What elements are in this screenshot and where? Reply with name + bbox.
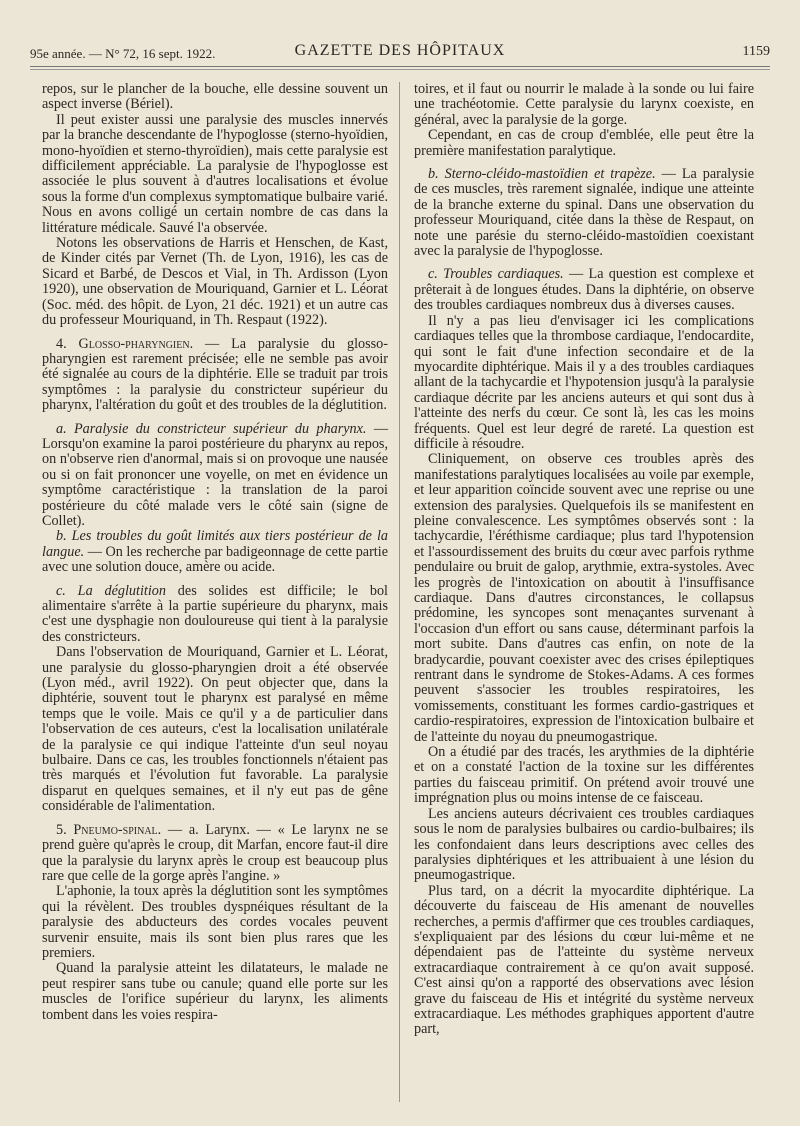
issue-info: 95e année. — N° 72, 16 sept. 1922. xyxy=(30,46,216,61)
paragraph-text: Notons les observations de Harris et Henschen, de Kast, de Kinder cités par Vernet (Th. de Lyon, 1916), les cas de Sicard et Barbé, de Descos et Vial, in Th. Ardisson (Lyon 1920), une observation de Mouriquand, Garnier et L. Léorat (Soc. méd. des hôpit. de Lyon, 21 déc. 1921) et un autre cas du professeur Mouriquand, in Th. Respaut (1922). xyxy=(42,235,388,329)
paragraph-text: — La paralysie de ces muscles, très rarement signalée, indique une atteinte de la branche externe du spinal. Dans une observation du professeur Mouriquand, citée dans la thèse de Respaut, on note une parésie du sterno-cléido-mastoïdien coexistant avec la paralysie de l'hypoglosse. xyxy=(414,166,754,260)
paragraph-text: — a. Larynx. — « Le larynx ne se prend guère qu'après le croup, dit Marfan, encore faut-il dire que la paralysie du larynx après le croup est beaucoup plus rare que celle de la gorge après l'angine. » xyxy=(42,821,388,884)
paragraph-text: Dans l'observation de Mouriquand, Garnier et L. Léorat, une paralysie du glosso-pharyngien droit a été observée (Lyon méd., avril 1922). On peut objecter que, dans la diphtérie, souvent tout le pharynx est paralysé en même temps que le voile. Mais ce qu'il y a de particulier dans l'observation de ces auteurs, c'est la localisation unilatérale de la paralysie ce qui indique l'atteinte d'un seul noyau bulbaire. Dans ce cas, les troubles fonctionnels n'étaient pas très marqués et l'évolution fut favorable. La paralysie disparut en quelques semaines, et il n'y eut pas de gêne considérable de l'alimentation. xyxy=(42,644,388,815)
paragraph-text: Quand la paralysie atteint les dilatateurs, le malade ne peut respirer sans tube ou canule; quand elle porte sur les muscles de l'orifice supérieur du larynx, les aliments tombent dans les voies respira- xyxy=(42,960,388,1023)
paragraph xyxy=(42,529,388,575)
left-column xyxy=(42,82,388,1023)
journal-title: GAZETTE DES HÔPITAUX xyxy=(294,42,506,59)
paragraph xyxy=(414,745,754,807)
paragraph-text: — On les recherche par badigeonnage de cette partie avec une solution douce, amère ou acide. xyxy=(42,543,388,576)
paragraph xyxy=(414,807,754,884)
paragraph-text: des solides est difficile; le bol alimentaire s'arrête à la partie supérieure du pharynx, mais c'est une dysphagie non douloureuse qui tient à la paralysie des constricteurs. xyxy=(42,582,388,645)
header-rule xyxy=(30,66,770,67)
paragraph xyxy=(414,452,754,745)
paragraph xyxy=(42,113,388,236)
paragraph xyxy=(42,823,388,885)
paragraph-text: — Lorsqu'on examine la paroi postérieure du pharynx au repos, on n'observe rien d'anormal, mais si on provoque une nausée ou si on fait prononcer une voyelle, on met en évidence un symptôme caractéristique : la translation de la paroi postérieure du côté malade vers le côté sain (signe de Collet). xyxy=(42,420,389,529)
paragraph-text: Plus tard, on a décrit la myocardite diphtérique. La découverte du faisceau de His amenant de nouvelles recherches, a permis d'affirmer que ces troubles cardiaques, s'expliquaient par des lésions du cœur lui-même et ne dépendaient pas de l'atteinte du système nerveux extracardiaque contrairement à ce qu'on avait supposé. C'est ainsi qu'on a rapporté des observations avec lésion grave du faisceau de His et intégrité du système nerveux extracardiaque. Les méthodes graphiques apportent d'autre part, xyxy=(414,882,754,1038)
paragraph xyxy=(42,584,388,646)
paragraph xyxy=(42,337,388,414)
paragraph-text: Les anciens auteurs décrivaient ces troubles cardiaques sous le nom de paralysies bulbaires ou cardio-bulbaires; ils les confondaient dans leurs descriptions avec celles des paralysies diphtériques et les attribuaient à une lésion du pneumogastrique. xyxy=(414,805,754,884)
paragraph xyxy=(414,267,754,313)
page-header xyxy=(30,40,770,64)
paragraph-text: toires, et il faut ou nourrir le malade à la sonde ou lui faire une trachéotomie. Cette paralysie du larynx coexiste, en général, avec la paralysie de la gorge. xyxy=(414,81,754,128)
paragraph-text: — La paralysie du glosso-pharyngien est rarement précisée; elle ne semble pas avoir été signalée au cours de la diphtérie. Elle se traduit par trois symptômes : la paralysie du constricteur supérieur du pharynx, l'altération du goût et des troubles de la déglutition. xyxy=(42,335,389,414)
paragraph-text: L'aphonie, la toux après la déglutition sont les symptômes qui la révèlent. Des troubles dyspnéiques résultant de la paralysie des abducteurs des cordes vocales peuvent survenir ensuite, mais ils sont bien plus rares que les premiers. xyxy=(42,883,388,961)
paragraph xyxy=(414,82,754,128)
paragraph-text: repos, sur le plancher de la bouche, elle dessine souvent un aspect inverse (Bériel). xyxy=(42,81,388,113)
paragraph xyxy=(414,128,754,159)
paragraph-text: — La question est complexe et prêterait à de longues études. Dans la diphtérie, on observe des troubles cardiaques nombreux dus à diverses causes. xyxy=(414,266,754,314)
paragraph xyxy=(414,884,754,1038)
paragraph-lead: c. Troubles cardiaques. xyxy=(428,266,564,283)
right-column xyxy=(414,82,754,1038)
paragraph xyxy=(42,236,388,328)
page-number: 1159 xyxy=(742,44,770,59)
paragraph-text: Cliniquement, on observe ces troubles après des manifestations paralytiques localisées au voile par exemple, et leur apparition coïncide souvent avec une reprise ou une extension des paralysies. Quelquefois ils se manifestent en pleine convalescence. Les symptômes observés sont : la tachycardie, l'éréthisme cardiaque; plus tard l'hypotension et l'assourdissement des bruits du cœur avec parfois rythme pendulaire ou bruit de galop, arythmie, extra-systoles. Avec les progrès de l'intoxication on aboutit à l'insuffisance cardiaque. Dans d'autres circonstances, le collapsus prédomine, les syncopes sont menaçantes survenant à l'occasion d'un effort ou sans cause, déterminant parfois la mort subite. Dans d'autres cas enfin, on note de la bradycardie, pouvant coexister avec des crises épileptiques rentrant dans le syndrome de Stokes-Adams. A ces formes peuvent s'associer les troubles respiratoires, les vomissements, constituant les formes cardio-gastriques et cardio-respiratoires, expression de l'intoxication bulbaire et de l'atteinte du noyau du pneumogastrique. xyxy=(414,451,754,745)
paragraph-text: On a étudié par des tracés, les arythmies de la diphtérie et on a constaté l'action de la toxine sur les différentes parties du faisceau primitif. On prétend avoir trouvé une imprégnation plus ou moins intense de ce faisceau. xyxy=(414,744,754,807)
paragraph-lead: 4. Glosso-pharyngien. xyxy=(56,335,194,352)
paragraph-lead: c. La déglutition xyxy=(56,582,166,599)
paragraph-text: Cependant, en cas de croup d'emblée, elle peut être la première manifestation paralytique. xyxy=(414,127,754,159)
paragraph xyxy=(42,884,388,961)
paragraph-lead: b. Sterno-cléido-mastoïdien et trapèze. xyxy=(428,166,656,183)
column-divider xyxy=(399,82,400,1102)
paragraph xyxy=(42,961,388,1023)
paragraph-text: Il n'y a pas lieu d'envisager ici les complications cardiaques telles que la thrombose cardiaque, l'endocardite, qui sont le fait d'une infection secondaire et de la myocardite diphtérique. Mais il y a des troubles cardiaques allant de la tachycardie et l'hypotension jusqu'à la paralysie cardiaque décrite par les anciens auteurs et qui sont dus à l'atteinte des nerfs du cœur. Ce sont là, les cas les moins fréquents. Quel est leur degré de rareté. La question est difficile à résoudre. xyxy=(414,312,754,452)
paragraph xyxy=(42,82,388,113)
header-rule-double xyxy=(30,69,770,70)
paragraph xyxy=(42,645,388,814)
paragraph xyxy=(414,314,754,453)
paragraph-lead: 5. Pneumo-spinal. xyxy=(56,821,162,838)
paragraph xyxy=(414,167,754,259)
paragraph-lead: a. Paralysie du constricteur supérieur du pharynx. xyxy=(56,420,367,437)
paragraph-text: Il peut exister aussi une paralysie des muscles innervés par la branche descendante de l'hypoglosse (sterno-hyoïdien, mono-hyoïdien et sterno-thyroïdien), mais cette paralysie est difficilement appréciable. La paralysie de l'hypoglosse est associée le plus souvent à d'autres localisations et évolue sous la forme d'un complexus symptomatique bulbaire varié. Nous en avons colligé un certain nombre de cas dans la littérature médicale. Sauvé l'a observée. xyxy=(42,111,388,236)
paragraph-lead: b. Les troubles du goût limités aux tiers postérieur de la langue. xyxy=(42,528,388,560)
paragraph xyxy=(42,422,388,530)
